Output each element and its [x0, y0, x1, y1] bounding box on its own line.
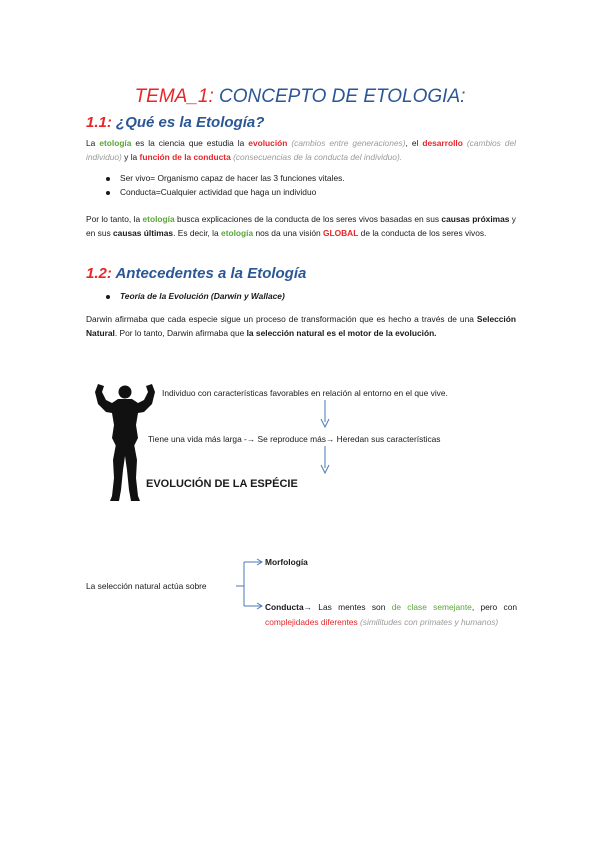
arrow-down-icon [318, 400, 332, 428]
term-funcion: función de la conducta [139, 152, 231, 162]
arrow-down-icon [318, 446, 332, 474]
tree-branch-conducta: Conducta→ Las mentes son de clase semejante, pero con complejidades diferentes (similitudes con primates y humanos) [265, 602, 518, 627]
section-2-paragraph: Darwin afirmaba que cada especie sigue un proceso de transformación que es hecho a través de una Selección Natural. Por lo tanto, Darwin afirmaba que la selección natural es el motor de la evolución. [86, 314, 516, 338]
section-1-number: 1.1: [86, 114, 112, 131]
section-2-title: Antecedentes a la Etología [111, 265, 307, 282]
bullet-ser-vivo: Ser vivo= Organismo capaz de hacer las 3 funciones vitales. [106, 172, 345, 185]
title-number: TEMA_1: [134, 86, 214, 107]
diagram-line-2: Tiene una vida más larga -→ Se reproduce más→ Heredan sus características [148, 434, 441, 444]
bullet-teoria-evolucion: Teoría de la Evolución (Darwin y Wallace) [106, 290, 285, 303]
diagram-line-1: Individuo con características favorables en relación al entorno en el que vive. [162, 388, 448, 398]
section-1-paragraph-1: La etología es la ciencia que estudia la evolución (cambios entre generaciones), el desarrollo (cambios del individuo) y la función de la conducta (consecuencias de la conducta del individuo). [86, 138, 516, 162]
tree-branch-morfologia: Morfología [265, 557, 308, 567]
term-desarrollo: desarrollo [422, 138, 463, 148]
section-1-title: ¿Qué es la Etología? [111, 114, 265, 131]
section-1-heading [86, 114, 264, 131]
page-title [0, 86, 600, 108]
diagram-result: EVOLUCIÓN DE LA ESPÉCIE [146, 478, 298, 490]
section-2-number: 1.2: [86, 265, 112, 282]
bullet-conducta: Conducta=Cualquier actividad que haga un individuo [106, 186, 316, 199]
term-evolucion: evolución [248, 138, 288, 148]
section-1-paragraph-2: Por lo tanto, la etología busca explicaciones de la conducta de los seres vivos basadas en sus causas próximas y en sus causas últimas. Es decir, la etología nos da una visión GLOBAL de la conducta de los seres vivos. [86, 214, 516, 238]
tree-root: La selección natural actúa sobre [86, 581, 207, 591]
bullet-dot-icon [106, 191, 110, 195]
bullet-dot-icon [106, 177, 110, 181]
bullet-dot-icon [106, 295, 110, 299]
bracket-connector-icon [234, 556, 264, 612]
title-text: CONCEPTO DE ETOLOGIA: [213, 86, 466, 107]
section-2-heading [86, 265, 306, 282]
term-etologia: etología [99, 138, 132, 148]
